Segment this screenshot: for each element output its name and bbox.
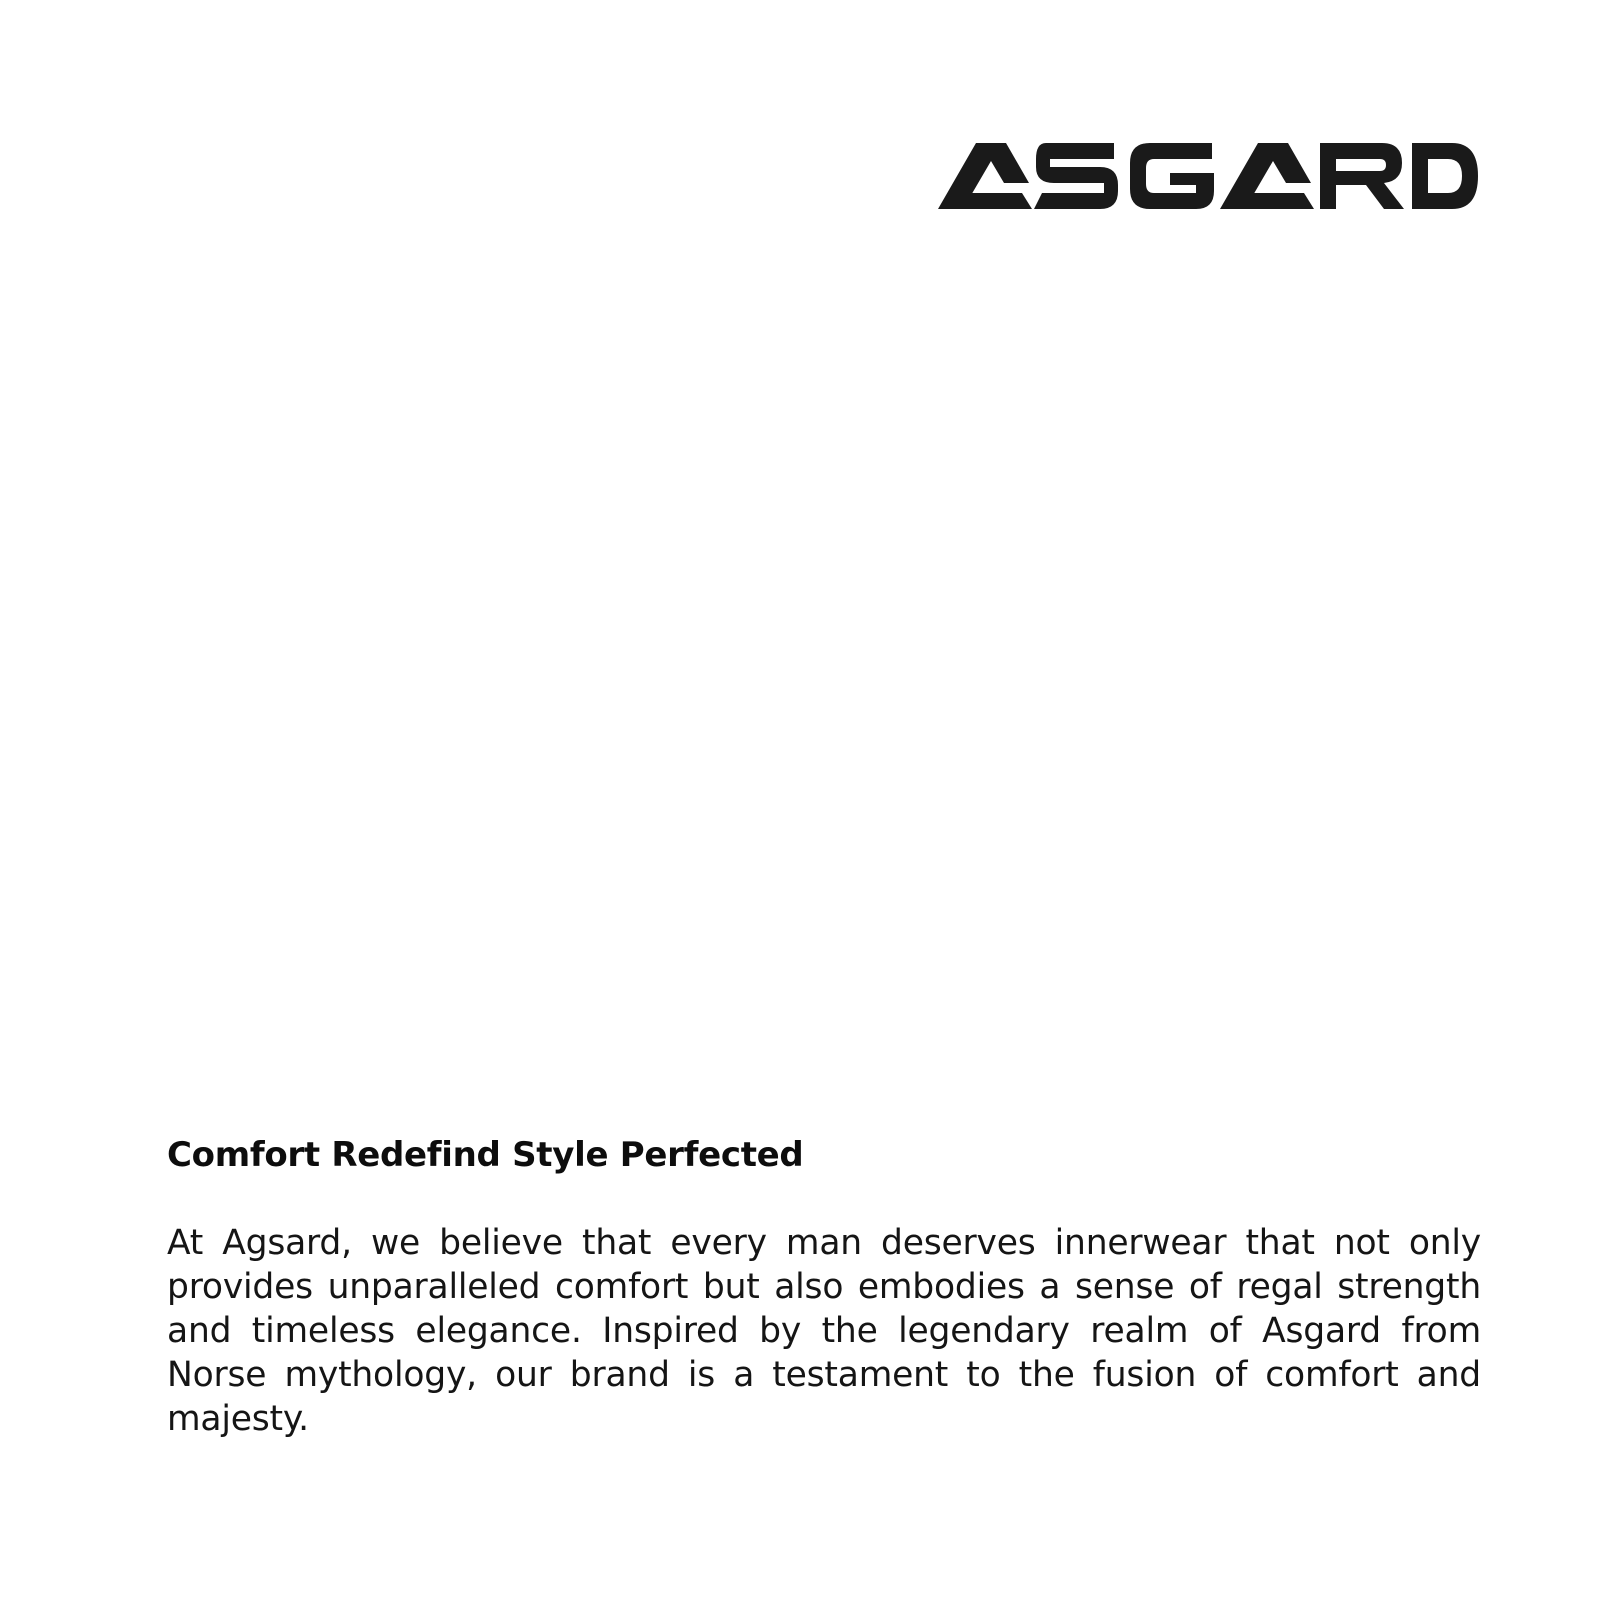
brand-intro-section	[167, 1133, 1481, 1441]
asgard-wordmark	[938, 143, 1478, 209]
section-heading: Comfort Redefind Style Perfected	[167, 1135, 804, 1175]
section-body-paragraph: At Agsard, we believe that every man deserves innerwear that not only provides unparalleled comfort but also embodies a sense of regal strength and timeless elegance. Inspired by the legendary realm of Asgard from Norse mythology, our brand is a testament to the fusion of comfort and majesty.	[167, 1223, 1481, 1439]
asgard-logo	[938, 143, 1478, 209]
